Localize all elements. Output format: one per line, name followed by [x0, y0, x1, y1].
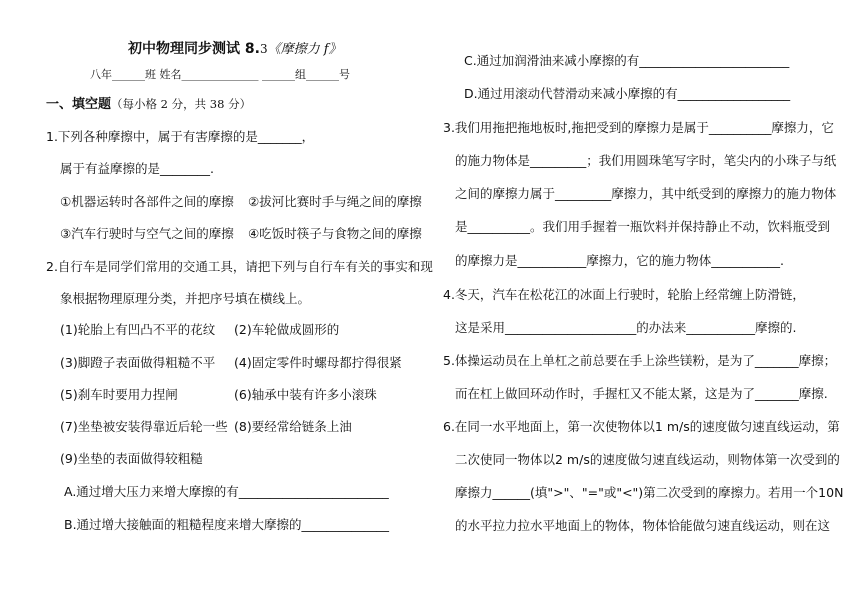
- q2-item-6: (6)轴承中装有许多小滚珠: [234, 387, 377, 402]
- section-score-note: （每小格 2 分，共 38 分）: [111, 97, 252, 111]
- title-main: 初中物理同步测试 8.: [128, 41, 260, 57]
- q2-item-9: (9)坐垫的表面做得较粗糙: [60, 451, 203, 466]
- q2-item-7: (7)坐垫被安装得靠近后轮一些: [60, 419, 228, 434]
- q4-line1: 4.冬天，汽车在松花江的冰面上行驶时，轮胎上经常缠上防滑链，: [443, 287, 805, 302]
- q3-line5: 的摩擦力是___________摩擦力，它的施力物体___________.: [455, 253, 784, 268]
- q2-answer-a: A.通过增大压力来增大摩擦的有________________________: [64, 484, 389, 499]
- q2-item-2: (2)车轮做成圆形的: [234, 322, 340, 337]
- q2-answer-b: B.通过增大接触面的粗糙程度来增大摩擦的______________: [64, 517, 390, 532]
- q6-line2: 二次使同一物体以2 m/s的速度做匀速直线运动，则物体第一次受到的: [455, 452, 840, 467]
- q5-line2: 而在杠上做回环动作时，手握杠又不能太紧，这是为了_______摩擦.: [455, 386, 828, 401]
- section-title: 一、填空题: [46, 97, 112, 112]
- section-heading: [46, 96, 251, 113]
- q2-line2: 象根据物理原理分类，并把序号填在横线上。: [60, 291, 311, 306]
- q2-answer-d: D.通过用滚动代替滑动来减小摩擦的有__________________: [464, 86, 791, 101]
- q3-line1: 3.我们用拖把拖地板时,拖把受到的摩擦力是属于__________摩擦力，它: [443, 120, 834, 135]
- q2-item-4: (4)固定零件时螺母都拧得很紧: [234, 355, 402, 370]
- q1-line1: 1.下列各种摩擦中，属于有害摩擦的是_______，: [46, 129, 315, 144]
- q6-line1: 6.在同一水平地面上，第一次使物体以1 m/s的速度做匀速直线运动，第: [443, 419, 840, 434]
- q5-line1: 5.体操运动员在上单杠之前总要在手上涂些镁粉，是为了_______摩擦；: [443, 353, 837, 368]
- q1-option-2: ②拔河比赛时手与绳之间的摩擦: [248, 194, 422, 209]
- q3-line4: 是__________。我们用手握着一瓶饮料并保持静止不动，饮料瓶受到: [455, 219, 831, 234]
- q4-line2: 这是采用_____________________的办法来___________摩擦的.: [455, 320, 797, 335]
- q2-answer-c: C.通过加润滑油来减小摩擦的有________________________: [464, 53, 790, 68]
- q2-item-5: (5)刹车时要用力捏闸: [60, 387, 178, 402]
- q2-item-1: (1)轮胎上有凹凸不平的花纹: [60, 322, 216, 337]
- q3-line2: 的施力物体是_________；我们用圆珠笔写字时，笔尖内的小珠子与纸: [455, 153, 837, 168]
- q2-item-3: (3)脚蹬子表面做得粗糙不平: [60, 355, 216, 370]
- q1-option-4: ④吃饭时筷子与食物之间的摩擦: [248, 226, 422, 241]
- q1-option-3: ③汽车行驶时与空气之间的摩擦: [60, 226, 234, 241]
- title-number: 3: [259, 42, 268, 56]
- q6-line4: 的水平拉力拉水平地面上的物体，物体恰能做匀速直线运动，则在这: [455, 518, 831, 533]
- title-topic: 《摩擦力 f》: [267, 42, 342, 57]
- q6-line3: 摩擦力______(填">"、"="或"<")第二次受到的摩擦力。若用一个10N: [455, 485, 844, 500]
- q2-item-8: (8)要经常给链条上油: [234, 419, 352, 434]
- student-info-line: 八年______班 姓名______________ ______组______号: [90, 68, 350, 81]
- q1-option-1: ①机器运转时各部件之间的摩擦: [60, 194, 234, 209]
- q2-line1: 2.自行车是同学们常用的交通工具，请把下列与自行车有关的事实和现: [46, 259, 433, 274]
- q3-line3: 之间的摩擦力属于_________摩擦力，其中纸受到的摩擦力的施力物体: [455, 186, 837, 201]
- q1-line2: 属于有益摩擦的是________.: [60, 161, 214, 176]
- document-title: [128, 41, 342, 58]
